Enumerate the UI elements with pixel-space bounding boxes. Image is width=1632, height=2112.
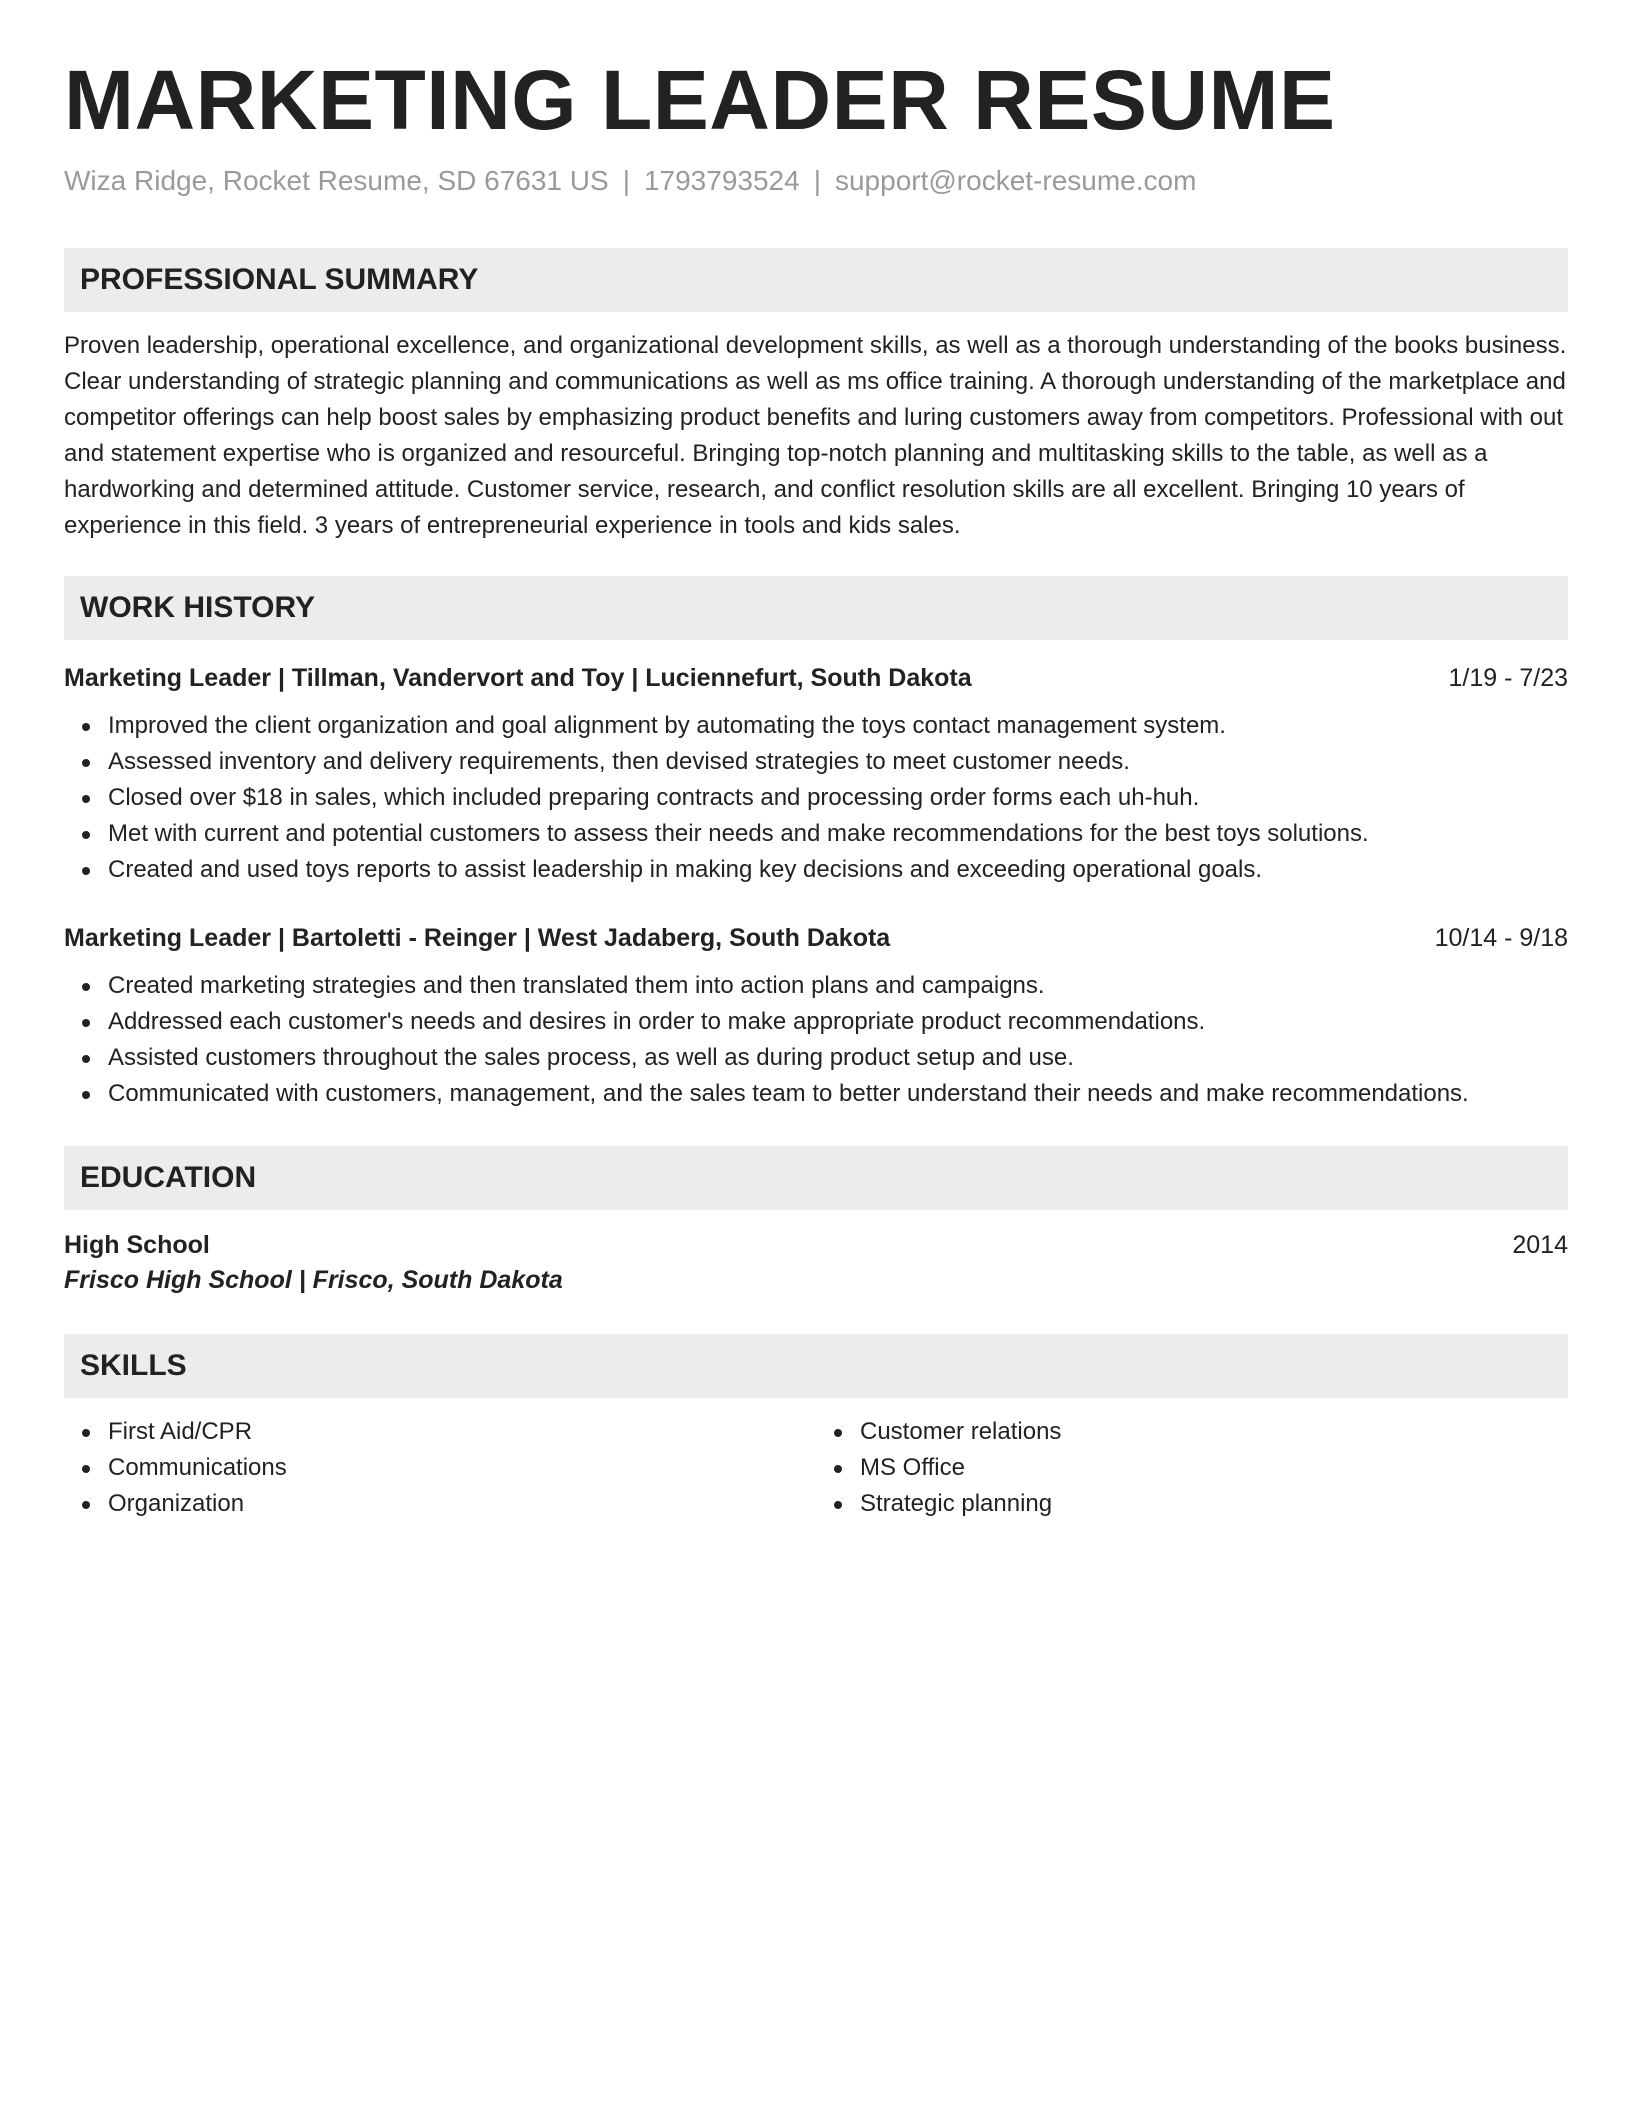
job-bullet: Communicated with customers, management, and the sales team to better understand their needs and make recommendations. (108, 1076, 1568, 1112)
job-entry (64, 922, 1568, 1112)
skill-item: Communications (108, 1450, 816, 1486)
contact-line (64, 164, 1568, 198)
skill-item: MS Office (860, 1450, 1568, 1486)
job-bullet: Assessed inventory and delivery requirements, then devised strategies to meet customer needs. (108, 744, 1568, 780)
contact-address: Wiza Ridge, Rocket Resume, SD 67631 US (64, 165, 609, 197)
education-year: 2014 (1512, 1230, 1568, 1259)
job-bullet: Addressed each customer's needs and desires in order to make appropriate product recommendations. (108, 1004, 1568, 1040)
contact-separator: | (813, 165, 821, 197)
skill-item: Customer relations (860, 1414, 1568, 1450)
job-dates: 1/19 - 7/23 (1448, 663, 1568, 692)
education-entry (64, 1228, 1568, 1298)
contact-separator: | (622, 165, 630, 197)
job-bullets (64, 708, 1568, 888)
job-header (64, 662, 1568, 694)
skill-item: Strategic planning (860, 1486, 1568, 1522)
job-title: Marketing Leader | Tillman, Vandervort and Toy | Luciennefurt, South Dakota (64, 663, 972, 692)
contact-phone: 1793793524 (643, 165, 800, 197)
job-bullet: Closed over $18 in sales, which included preparing contracts and processing order forms each uh-huh. (108, 780, 1568, 816)
job-bullet: Assisted customers throughout the sales process, as well as during product setup and use. (108, 1040, 1568, 1076)
job-bullet: Improved the client organization and goal alignment by automating the toys contact management system. (108, 708, 1568, 744)
section-heading-work-history: WORK HISTORY (64, 576, 1568, 640)
job-bullet: Created marketing strategies and then translated them into action plans and campaigns. (108, 968, 1568, 1004)
job-entry (64, 662, 1568, 888)
skill-item: First Aid/CPR (108, 1414, 816, 1450)
education-school: Frisco High School | Frisco, South Dakota (64, 1265, 563, 1294)
resume-title: MARKETING LEADER RESUME (64, 53, 1336, 147)
job-dates: 10/14 - 9/18 (1434, 923, 1568, 952)
summary-text: Proven leadership, operational excellence, and organizational development skills, as well as a thorough understanding of the books business. Clear understanding of strategic planning and communications as well as ms office training. A thorough understanding of the marketplace and competitor offerings can help boost sales by emphasizing product benefits and luring customers away from competitors. Professional with out and statement expertise who is organized and resourceful. Bringing top-notch planning and multitasking skills to the table, as well as a hardworking and determined attitude. Customer service, research, and conflict resolution skills are all excellent. Bringing 10 years of experience in this field. 3 years of entrepreneurial experience in tools and kids sales. (64, 331, 1567, 539)
education-degree: High School (64, 1230, 210, 1259)
job-bullet: Created and used toys reports to assist leadership in making key decisions and exceeding operational goals. (108, 852, 1568, 888)
skills-column-left (64, 1414, 816, 1522)
skill-item: Organization (108, 1486, 816, 1522)
job-bullet: Met with current and potential customers to assess their needs and make recommendations for the best toys solutions. (108, 816, 1568, 852)
section-heading-skills: SKILLS (64, 1334, 1568, 1398)
section-heading-education: EDUCATION (64, 1146, 1568, 1210)
skills-column-right (816, 1414, 1568, 1522)
job-bullets (64, 968, 1568, 1112)
section-heading-summary: PROFESSIONAL SUMMARY (64, 248, 1568, 312)
job-title: Marketing Leader | Bartoletti - Reinger | West Jadaberg, South Dakota (64, 923, 891, 952)
education-header (64, 1228, 1568, 1262)
job-header (64, 922, 1568, 954)
skills-list (64, 1414, 1568, 1522)
contact-email: support@rocket-resume.com (834, 165, 1197, 197)
